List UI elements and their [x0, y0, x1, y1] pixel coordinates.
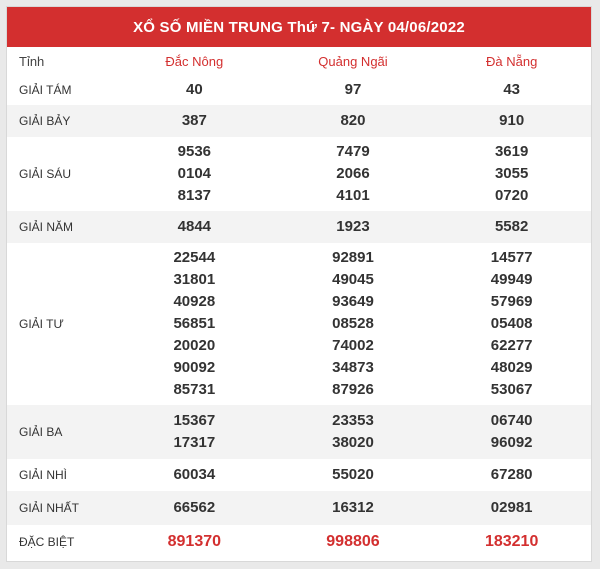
prize-cell	[432, 105, 591, 137]
prize-number: 06740	[490, 412, 533, 429]
prize-number: 90092	[173, 359, 216, 376]
prize-label: GIẢI BA	[7, 405, 115, 459]
province-column-label: Tỉnh	[19, 53, 45, 69]
prize-number: 387	[181, 112, 207, 129]
prize-cell	[274, 525, 433, 559]
prize-number: 55020	[332, 466, 374, 483]
prize-cell	[115, 243, 274, 405]
prize-number: 0104	[177, 165, 212, 182]
prize-label: GIẢI BẢY	[7, 105, 115, 137]
province-dac-nong: Đắc Nông	[165, 53, 224, 69]
prize-cell	[274, 491, 433, 525]
prize-cell	[432, 211, 591, 243]
results-table	[7, 47, 591, 559]
prize-number: 910	[499, 112, 525, 129]
prize-label: GIẢI TÁM	[19, 83, 72, 97]
prize-label: ĐẶC BIỆT	[19, 535, 75, 549]
prize-cell	[115, 105, 274, 137]
prize-cell	[432, 75, 591, 105]
prize-cell	[115, 75, 274, 105]
prize-number: 9536	[177, 143, 212, 160]
prize-number: 85731	[173, 381, 216, 398]
prize-number: 4101	[336, 187, 370, 204]
prize-row	[7, 491, 591, 525]
prize-number: 93649	[332, 293, 374, 310]
prize-number: 87926	[332, 381, 374, 398]
prize-number: 3055	[494, 165, 529, 182]
prize-number: 14577	[490, 249, 533, 266]
prize-row	[7, 405, 591, 459]
province-da-nang: Đà Nẵng	[486, 53, 538, 69]
prize-cell	[115, 525, 274, 559]
prize-number: 49949	[490, 271, 533, 288]
results-panel	[6, 6, 592, 562]
prize-number: 16312	[332, 499, 374, 516]
prize-number: 22544	[173, 249, 216, 266]
prize-number: 2066	[336, 165, 370, 182]
prize-cell	[432, 405, 591, 459]
prize-number: 3619	[494, 143, 529, 160]
prize-number: 1923	[336, 218, 370, 235]
prize-label: GIẢI SÁU	[19, 167, 72, 181]
prize-cell	[115, 405, 274, 459]
prize-number: 66562	[173, 499, 216, 516]
prize-cell	[274, 405, 433, 459]
prize-row	[7, 243, 591, 405]
prize-number: 891370	[167, 533, 222, 550]
prize-cell	[274, 243, 433, 405]
prize-number: 57969	[490, 293, 533, 310]
prize-number: 05408	[490, 315, 533, 332]
prize-number: 38020	[332, 434, 374, 451]
prize-number: 0720	[494, 187, 529, 204]
prize-number: 17317	[173, 434, 216, 451]
prize-cell	[432, 459, 591, 491]
prize-number: 53067	[490, 381, 533, 398]
prize-cell	[274, 459, 433, 491]
prize-cell	[432, 525, 591, 559]
prize-cell	[274, 211, 433, 243]
prize-number: 7479	[336, 143, 370, 160]
prize-number: 67280	[490, 466, 533, 483]
prize-number: 92891	[332, 249, 374, 266]
prize-number: 48029	[490, 359, 533, 376]
prize-number: 34873	[332, 359, 374, 376]
prize-row	[7, 75, 591, 105]
prize-cell	[274, 137, 433, 211]
prize-number: 74002	[332, 337, 374, 354]
prize-number: 43	[503, 81, 520, 98]
prize-number: 96092	[490, 434, 533, 451]
prize-number: 02981	[490, 499, 533, 516]
prize-cell	[432, 243, 591, 405]
prize-row	[7, 211, 591, 243]
prize-row	[7, 137, 591, 211]
prize-cell	[432, 491, 591, 525]
prize-number: 20020	[173, 337, 216, 354]
prize-number: 183210	[484, 533, 539, 550]
prize-number: 998806	[326, 533, 380, 550]
prize-number: 60034	[173, 466, 216, 483]
table-header-row	[7, 47, 591, 75]
prize-cell	[115, 459, 274, 491]
prize-number: 49045	[332, 271, 374, 288]
prize-row	[7, 459, 591, 491]
prize-cell	[115, 211, 274, 243]
prize-label: GIẢI NĂM	[7, 211, 115, 243]
prize-label: GIẢI NHẤT	[7, 491, 115, 525]
prize-number: 97	[344, 81, 362, 98]
prize-number: 4844	[177, 218, 212, 235]
prize-cell	[115, 137, 274, 211]
prize-label: GIẢI TƯ	[19, 317, 64, 331]
prize-number: 40928	[173, 293, 216, 310]
prize-number: 31801	[173, 271, 216, 288]
prize-number: 5582	[494, 218, 529, 235]
prize-row	[7, 525, 591, 559]
prize-row	[7, 105, 591, 137]
prize-number: 8137	[177, 187, 212, 204]
prize-number: 08528	[332, 315, 374, 332]
prize-number: 56851	[173, 315, 216, 332]
prize-number: 23353	[332, 412, 374, 429]
prize-cell	[274, 75, 433, 105]
prize-number: 40	[185, 81, 203, 98]
prize-label: GIẢI NHÌ	[19, 468, 68, 482]
prize-number: 820	[340, 112, 366, 129]
prize-cell	[274, 105, 433, 137]
prize-cell	[115, 491, 274, 525]
prize-number: 62277	[490, 337, 533, 354]
province-quang-ngai: Quảng Ngãi	[318, 53, 388, 69]
prize-number: 15367	[173, 412, 216, 429]
prize-cell	[432, 137, 591, 211]
results-title: XỔ SỐ MIỀN TRUNG Thứ 7- NGÀY 04/06/2022	[7, 7, 591, 47]
